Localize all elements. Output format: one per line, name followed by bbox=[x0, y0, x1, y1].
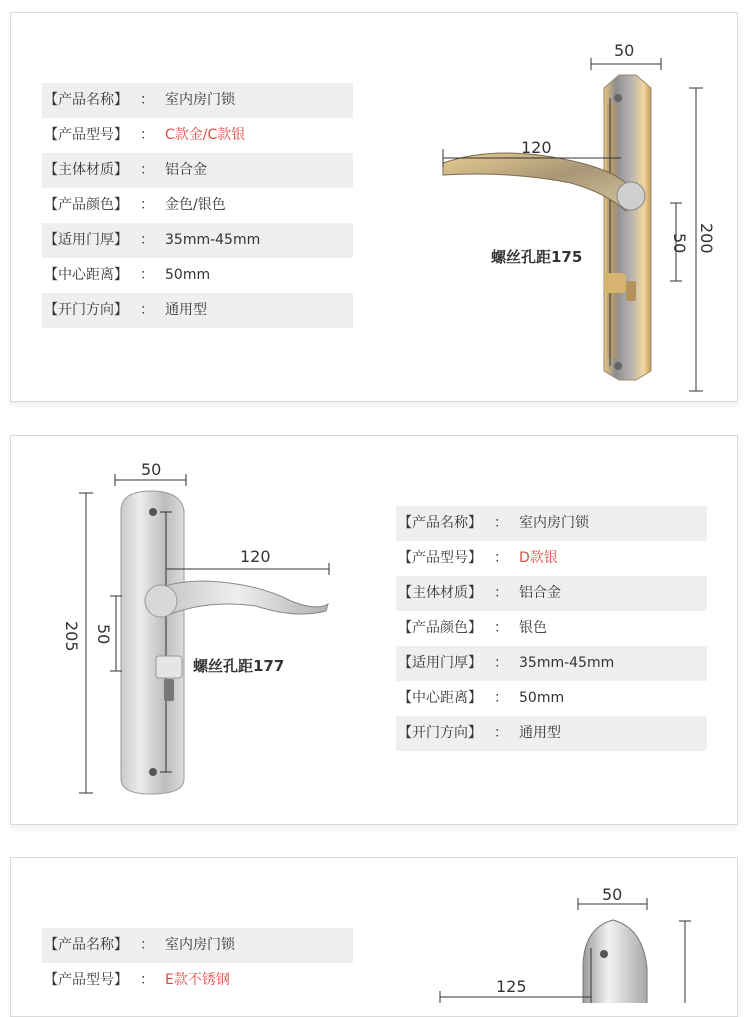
center-dimension bbox=[670, 203, 689, 281]
lock-plate bbox=[121, 491, 184, 794]
product-panel-c bbox=[10, 12, 738, 402]
lock-diagram bbox=[56, 461, 366, 806]
handle-dimension bbox=[166, 547, 329, 575]
keyhole bbox=[626, 281, 636, 301]
spec-row bbox=[42, 83, 353, 118]
spec-row bbox=[42, 188, 353, 223]
screw-icon bbox=[600, 950, 608, 958]
screw-icon bbox=[149, 768, 157, 776]
spec-value: E款不锈钢 bbox=[165, 972, 230, 988]
spec-value: 通用型 bbox=[519, 725, 561, 741]
spec-key: 【适用门厚】 bbox=[44, 232, 128, 248]
spec-row bbox=[42, 118, 353, 153]
spec-row bbox=[42, 223, 353, 258]
screw-icon bbox=[614, 94, 622, 102]
spec-row bbox=[42, 293, 353, 328]
spec-colon: ： bbox=[140, 197, 154, 213]
handle-dimension bbox=[440, 977, 591, 1003]
spec-key: 【主体材质】 bbox=[398, 585, 482, 601]
keyhole bbox=[164, 679, 174, 701]
product-panel-d bbox=[10, 435, 738, 825]
spec-key: 【开门方向】 bbox=[398, 725, 482, 741]
spec-value: 35mm-45mm bbox=[519, 655, 615, 671]
spec-colon: ： bbox=[494, 655, 508, 671]
spec-table bbox=[42, 928, 353, 998]
lock-diagram bbox=[421, 33, 721, 393]
spec-key: 【产品名称】 bbox=[44, 937, 128, 953]
spec-row bbox=[42, 258, 353, 293]
width-dimension bbox=[591, 41, 661, 70]
height-label: 200 bbox=[697, 223, 716, 254]
width-label: 50 bbox=[141, 461, 162, 479]
spec-row bbox=[396, 646, 707, 681]
spec-key: 【开门方向】 bbox=[44, 302, 128, 318]
spec-row bbox=[396, 541, 707, 576]
spec-key: 【中心距离】 bbox=[44, 267, 128, 283]
spec-colon: ： bbox=[494, 725, 508, 741]
spec-table bbox=[396, 506, 707, 751]
spec-key: 【产品颜色】 bbox=[398, 620, 482, 636]
spec-value: 金色/银色 bbox=[165, 197, 226, 213]
width-label: 50 bbox=[614, 41, 635, 60]
lock-plate bbox=[583, 920, 647, 1003]
spec-colon: ： bbox=[494, 620, 508, 636]
spec-value: D款银 bbox=[519, 550, 558, 566]
handle-label: 125 bbox=[496, 977, 527, 996]
spec-value: 铝合金 bbox=[519, 585, 561, 601]
spec-colon: ： bbox=[140, 937, 154, 953]
spec-value: 50mm bbox=[165, 267, 211, 283]
spec-key: 【产品型号】 bbox=[398, 550, 482, 566]
spec-colon: ： bbox=[140, 127, 154, 143]
spec-value: 铝合金 bbox=[165, 162, 207, 178]
center-label: 50 bbox=[94, 624, 113, 645]
spec-colon: ： bbox=[140, 162, 154, 178]
spec-row bbox=[396, 716, 707, 751]
screw-distance-label: 螺丝孔距177 bbox=[193, 657, 285, 675]
plate-groove bbox=[607, 103, 617, 358]
width-label: 50 bbox=[602, 885, 623, 904]
width-dimension bbox=[578, 885, 647, 910]
spec-value: 室内房门锁 bbox=[519, 515, 589, 531]
spec-key: 【中心距离】 bbox=[398, 690, 482, 706]
spec-row bbox=[396, 611, 707, 646]
spec-key: 【产品型号】 bbox=[44, 972, 128, 988]
spec-row bbox=[42, 153, 353, 188]
spec-colon: ： bbox=[140, 92, 154, 108]
screw-icon bbox=[614, 362, 622, 370]
product-panel-e bbox=[10, 857, 738, 1017]
handle-label: 120 bbox=[521, 138, 552, 157]
spec-colon: ： bbox=[494, 690, 508, 706]
spec-value: 50mm bbox=[519, 690, 565, 706]
handle-label: 120 bbox=[240, 547, 271, 566]
screw-distance-label: 螺丝孔距175 bbox=[491, 248, 583, 266]
handle-rose bbox=[617, 182, 645, 210]
handle-rose bbox=[145, 585, 177, 617]
spec-colon: ： bbox=[140, 267, 154, 283]
spec-key: 【产品名称】 bbox=[398, 515, 482, 531]
spec-value: 室内房门锁 bbox=[165, 92, 235, 108]
spec-row bbox=[396, 576, 707, 611]
spec-value: 银色 bbox=[519, 620, 547, 636]
spec-key: 【产品颜色】 bbox=[44, 197, 128, 213]
screw-icon bbox=[149, 508, 157, 516]
spec-value: C款金/C款银 bbox=[165, 127, 246, 143]
spec-colon: ： bbox=[140, 302, 154, 318]
lock-diagram bbox=[421, 878, 721, 1003]
spec-colon: ： bbox=[494, 515, 508, 531]
spec-row bbox=[396, 506, 707, 541]
spec-row bbox=[42, 928, 353, 963]
spec-value: 室内房门锁 bbox=[165, 937, 235, 953]
spec-key: 【主体材质】 bbox=[44, 162, 128, 178]
spec-colon: ： bbox=[140, 972, 154, 988]
spec-colon: ： bbox=[140, 232, 154, 248]
cylinder-knob bbox=[604, 273, 626, 293]
spec-table bbox=[42, 83, 353, 328]
center-label: 50 bbox=[670, 233, 689, 254]
spec-value: 通用型 bbox=[165, 302, 207, 318]
spec-row bbox=[396, 681, 707, 716]
spec-colon: ： bbox=[494, 585, 508, 601]
height-dimension bbox=[62, 493, 93, 793]
spec-row bbox=[42, 963, 353, 998]
center-dimension bbox=[94, 596, 122, 671]
cylinder-knob bbox=[156, 656, 182, 678]
spec-colon: ： bbox=[494, 550, 508, 566]
height-label: 205 bbox=[62, 621, 81, 652]
spec-key: 【适用门厚】 bbox=[398, 655, 482, 671]
height-dimension bbox=[689, 88, 716, 391]
spec-key: 【产品名称】 bbox=[44, 92, 128, 108]
width-dimension bbox=[115, 461, 186, 486]
spec-key: 【产品型号】 bbox=[44, 127, 128, 143]
spec-value: 35mm-45mm bbox=[165, 232, 261, 248]
